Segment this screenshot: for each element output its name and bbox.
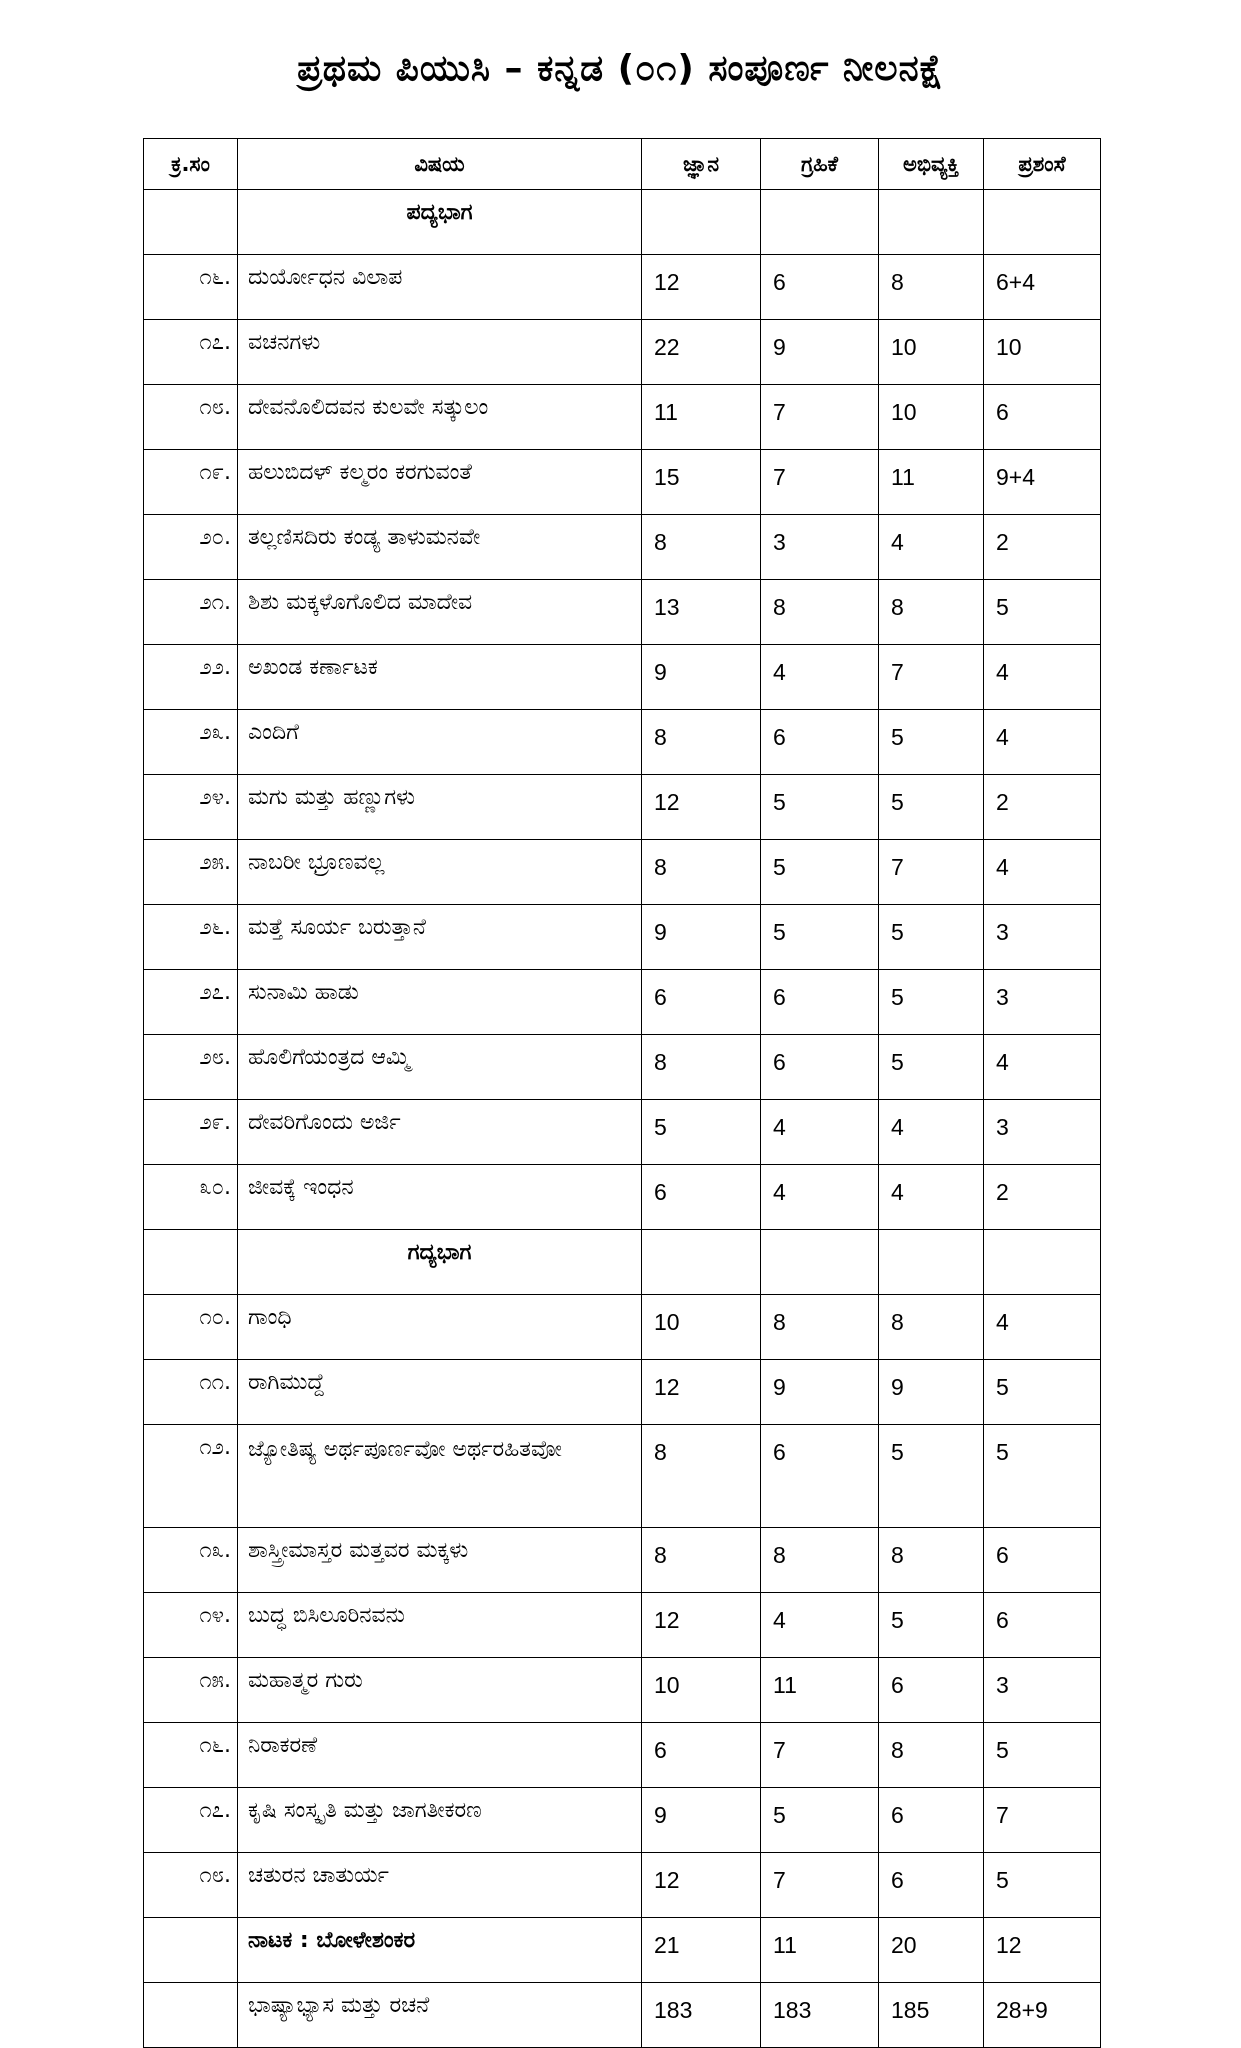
serial-cell bbox=[144, 1918, 238, 1983]
expression-cell: 4 bbox=[879, 515, 984, 580]
understanding-cell bbox=[761, 190, 879, 255]
appreciation-cell: 4 bbox=[984, 645, 1101, 710]
expression-cell: 5 bbox=[879, 905, 984, 970]
table-row bbox=[144, 1853, 1101, 1918]
table-row bbox=[144, 1983, 1101, 2048]
appreciation-cell: 3 bbox=[984, 970, 1101, 1035]
serial-cell: ೧೬. bbox=[144, 255, 238, 320]
knowledge-cell: 12 bbox=[642, 255, 761, 320]
knowledge-cell: 11 bbox=[642, 385, 761, 450]
knowledge-cell: 9 bbox=[642, 905, 761, 970]
knowledge-cell: 8 bbox=[642, 1035, 761, 1100]
table-row bbox=[144, 515, 1101, 580]
expression-cell: 7 bbox=[879, 840, 984, 905]
understanding-cell: 9 bbox=[761, 1360, 879, 1425]
expression-cell: 5 bbox=[879, 970, 984, 1035]
serial-cell: ೨೧. bbox=[144, 580, 238, 645]
topic-cell: ಗಾಂಧಿ bbox=[238, 1295, 642, 1360]
topic-cell: ಶಿಶು ಮಕ್ಕಳೊಗೊಲಿದ ಮಾದೇವ bbox=[238, 580, 642, 645]
serial-cell: ೨೪. bbox=[144, 775, 238, 840]
appreciation-cell: 4 bbox=[984, 840, 1101, 905]
understanding-cell: 7 bbox=[761, 1853, 879, 1918]
appreciation-cell: 4 bbox=[984, 710, 1101, 775]
section-row bbox=[144, 1230, 1101, 1295]
table-body bbox=[144, 190, 1101, 2048]
serial-cell: ೧೬. bbox=[144, 1723, 238, 1788]
table-row bbox=[144, 1295, 1101, 1360]
knowledge-cell: 15 bbox=[642, 450, 761, 515]
table-row bbox=[144, 905, 1101, 970]
understanding-cell: 11 bbox=[761, 1658, 879, 1723]
understanding-cell: 7 bbox=[761, 450, 879, 515]
appreciation-cell: 12 bbox=[984, 1918, 1101, 1983]
expression-cell: 8 bbox=[879, 1295, 984, 1360]
expression-cell: 6 bbox=[879, 1658, 984, 1723]
serial-cell: ೨೫. bbox=[144, 840, 238, 905]
topic-cell: ದುರ್ಯೋಧನ ವಿಲಾಪ bbox=[238, 255, 642, 320]
topic-cell: ನಿರಾಕರಣೆ bbox=[238, 1723, 642, 1788]
expression-cell: 5 bbox=[879, 775, 984, 840]
understanding-cell: 11 bbox=[761, 1918, 879, 1983]
table-row bbox=[144, 1593, 1101, 1658]
expression-cell: 9 bbox=[879, 1360, 984, 1425]
topic-cell: ಮಹಾತ್ಮರ ಗುರು bbox=[238, 1658, 642, 1723]
expression-cell: 10 bbox=[879, 320, 984, 385]
knowledge-cell: 6 bbox=[642, 970, 761, 1035]
knowledge-cell: 12 bbox=[642, 1853, 761, 1918]
topic-cell: ಹಲುಬಿದಳ್ ಕಲ್ಮರಂ ಕರಗುವಂತೆ bbox=[238, 450, 642, 515]
expression-cell: 8 bbox=[879, 1723, 984, 1788]
topic-cell: ಕೃಷಿ ಸಂಸ್ಕೃತಿ ಮತ್ತು ಜಾಗತೀಕರಣ bbox=[238, 1788, 642, 1853]
appreciation-cell: 5 bbox=[984, 580, 1101, 645]
topic-cell: ಬುದ್ಧ ಬಿಸಿಲೂರಿನವನು bbox=[238, 1593, 642, 1658]
header-knowledge: ಜ್ಞಾನ bbox=[642, 139, 761, 190]
appreciation-cell: 3 bbox=[984, 1658, 1101, 1723]
serial-cell: ೨೬. bbox=[144, 905, 238, 970]
topic-cell: ಸುನಾಮಿ ಹಾಡು bbox=[238, 970, 642, 1035]
understanding-cell: 6 bbox=[761, 710, 879, 775]
topic-cell: ಭಾಷ್ಯಾಭ್ಯಾಸ ಮತ್ತು ರಚನೆ bbox=[238, 1983, 642, 2048]
header-understanding: ಗ್ರಹಿಕೆ bbox=[761, 139, 879, 190]
understanding-cell: 6 bbox=[761, 255, 879, 320]
understanding-cell: 8 bbox=[761, 580, 879, 645]
table-row bbox=[144, 1788, 1101, 1853]
knowledge-cell: 9 bbox=[642, 645, 761, 710]
table-row bbox=[144, 970, 1101, 1035]
knowledge-cell: 6 bbox=[642, 1165, 761, 1230]
appreciation-cell: 7 bbox=[984, 1788, 1101, 1853]
table-row bbox=[144, 775, 1101, 840]
table-row bbox=[144, 580, 1101, 645]
understanding-cell: 6 bbox=[761, 1425, 879, 1528]
expression-cell: 5 bbox=[879, 710, 984, 775]
knowledge-cell: 5 bbox=[642, 1100, 761, 1165]
expression-cell: 11 bbox=[879, 450, 984, 515]
knowledge-cell: 8 bbox=[642, 840, 761, 905]
understanding-cell: 7 bbox=[761, 385, 879, 450]
appreciation-cell: 4 bbox=[984, 1295, 1101, 1360]
serial-cell: ೧೮. bbox=[144, 1853, 238, 1918]
expression-cell: 6 bbox=[879, 1788, 984, 1853]
table-row bbox=[144, 710, 1101, 775]
header-appreciation: ಪ್ರಶಂಸೆ bbox=[984, 139, 1101, 190]
understanding-cell: 5 bbox=[761, 840, 879, 905]
knowledge-cell: 22 bbox=[642, 320, 761, 385]
expression-cell: 10 bbox=[879, 385, 984, 450]
appreciation-cell: 6 bbox=[984, 385, 1101, 450]
expression-cell: 4 bbox=[879, 1100, 984, 1165]
serial-cell: ೧೭. bbox=[144, 1788, 238, 1853]
serial-cell: ೧೯. bbox=[144, 450, 238, 515]
understanding-cell: 6 bbox=[761, 1035, 879, 1100]
expression-cell bbox=[879, 1230, 984, 1295]
table-row bbox=[144, 255, 1101, 320]
knowledge-cell: 21 bbox=[642, 1918, 761, 1983]
knowledge-cell: 8 bbox=[642, 515, 761, 580]
table-row bbox=[144, 1360, 1101, 1425]
serial-cell: ೧೦. bbox=[144, 1295, 238, 1360]
knowledge-cell: 6 bbox=[642, 1723, 761, 1788]
serial-cell bbox=[144, 1230, 238, 1295]
understanding-cell bbox=[761, 1230, 879, 1295]
appreciation-cell: 2 bbox=[984, 1165, 1101, 1230]
knowledge-cell: 12 bbox=[642, 775, 761, 840]
expression-cell: 7 bbox=[879, 645, 984, 710]
appreciation-cell: 6+4 bbox=[984, 255, 1101, 320]
table-row bbox=[144, 1918, 1101, 1983]
topic-cell: ತಲ್ಲಣಿಸದಿರು ಕಂಡ್ಯ ತಾಳುಮನವೇ bbox=[238, 515, 642, 580]
table-header-row bbox=[144, 139, 1101, 190]
serial-cell: ೧೮. bbox=[144, 385, 238, 450]
topic-cell: ಗದ್ಯಭಾಗ bbox=[238, 1230, 642, 1295]
knowledge-cell: 12 bbox=[642, 1593, 761, 1658]
knowledge-cell: 10 bbox=[642, 1658, 761, 1723]
expression-cell: 185 bbox=[879, 1983, 984, 2048]
header-topic: ವಿಷಯ bbox=[238, 139, 642, 190]
table-row bbox=[144, 1035, 1101, 1100]
understanding-cell: 4 bbox=[761, 1100, 879, 1165]
expression-cell: 5 bbox=[879, 1593, 984, 1658]
serial-cell: ೨೦. bbox=[144, 515, 238, 580]
table-row bbox=[144, 840, 1101, 905]
serial-cell: ೨೯. bbox=[144, 1100, 238, 1165]
table-row bbox=[144, 645, 1101, 710]
understanding-cell: 4 bbox=[761, 1165, 879, 1230]
expression-cell: 8 bbox=[879, 580, 984, 645]
knowledge-cell: 8 bbox=[642, 1425, 761, 1528]
understanding-cell: 8 bbox=[761, 1295, 879, 1360]
appreciation-cell bbox=[984, 1230, 1101, 1295]
table-row bbox=[144, 1723, 1101, 1788]
knowledge-cell: 183 bbox=[642, 1983, 761, 2048]
understanding-cell: 6 bbox=[761, 970, 879, 1035]
appreciation-cell: 5 bbox=[984, 1853, 1101, 1918]
appreciation-cell: 6 bbox=[984, 1528, 1101, 1593]
serial-cell bbox=[144, 1983, 238, 2048]
understanding-cell: 5 bbox=[761, 1788, 879, 1853]
expression-cell: 4 bbox=[879, 1165, 984, 1230]
knowledge-cell: 10 bbox=[642, 1295, 761, 1360]
topic-cell: ನಾಬರೀ ಭ್ರೂಣವಲ್ಲ bbox=[238, 840, 642, 905]
topic-cell: ಜ್ಯೋತಿಷ್ಯ ಅರ್ಥಪೂರ್ಣವೋ ಅರ್ಥರಹಿತವೋ bbox=[238, 1425, 642, 1528]
understanding-cell: 8 bbox=[761, 1528, 879, 1593]
header-expression: ಅಭಿವ್ಯಕ್ತಿ bbox=[879, 139, 984, 190]
understanding-cell: 4 bbox=[761, 645, 879, 710]
table-row bbox=[144, 1528, 1101, 1593]
table-row bbox=[144, 320, 1101, 385]
serial-cell bbox=[144, 190, 238, 255]
header-serial: ಕ್ರ.ಸಂ bbox=[144, 139, 238, 190]
appreciation-cell: 5 bbox=[984, 1723, 1101, 1788]
serial-cell: ೨೭. bbox=[144, 970, 238, 1035]
serial-cell: ೨೨. bbox=[144, 645, 238, 710]
expression-cell: 20 bbox=[879, 1918, 984, 1983]
understanding-cell: 9 bbox=[761, 320, 879, 385]
table-row bbox=[144, 385, 1101, 450]
appreciation-cell bbox=[984, 190, 1101, 255]
topic-cell: ಅಖಂಡ ಕರ್ಣಾಟಕ bbox=[238, 645, 642, 710]
serial-cell: ೧೫. bbox=[144, 1658, 238, 1723]
appreciation-cell: 6 bbox=[984, 1593, 1101, 1658]
knowledge-cell: 12 bbox=[642, 1360, 761, 1425]
section-row bbox=[144, 190, 1101, 255]
understanding-cell: 5 bbox=[761, 775, 879, 840]
serial-cell: ೧೧. bbox=[144, 1360, 238, 1425]
knowledge-cell: 8 bbox=[642, 710, 761, 775]
topic-cell: ಹೊಲಿಗೆಯಂತ್ರದ ಆಮ್ಮಿ bbox=[238, 1035, 642, 1100]
appreciation-cell: 28+9 bbox=[984, 1983, 1101, 2048]
appreciation-cell: 3 bbox=[984, 1100, 1101, 1165]
serial-cell: ೧೭. bbox=[144, 320, 238, 385]
understanding-cell: 3 bbox=[761, 515, 879, 580]
knowledge-cell: 8 bbox=[642, 1528, 761, 1593]
topic-cell: ದೇವನೊಲಿದವನ ಕುಲವೇ ಸತ್ಕುಲಂ bbox=[238, 385, 642, 450]
expression-cell: 5 bbox=[879, 1425, 984, 1528]
topic-cell: ಜೀವಕ್ಕೆ ಇಂಧನ bbox=[238, 1165, 642, 1230]
knowledge-cell: 13 bbox=[642, 580, 761, 645]
serial-cell: ೧೩. bbox=[144, 1528, 238, 1593]
appreciation-cell: 5 bbox=[984, 1425, 1101, 1528]
page-title: ಪ್ರಥಮ ಪಿಯುಸಿ – ಕನ್ನಡ (೦೧) ಸಂಪೂರ್ಣ ನೀಲನಕ್ಷೆ bbox=[297, 48, 944, 89]
blueprint-table bbox=[143, 138, 1101, 2048]
expression-cell: 8 bbox=[879, 1528, 984, 1593]
table-row bbox=[144, 450, 1101, 515]
appreciation-cell: 4 bbox=[984, 1035, 1101, 1100]
expression-cell: 5 bbox=[879, 1035, 984, 1100]
understanding-cell: 4 bbox=[761, 1593, 879, 1658]
table-row bbox=[144, 1165, 1101, 1230]
expression-cell: 8 bbox=[879, 255, 984, 320]
understanding-cell: 5 bbox=[761, 905, 879, 970]
expression-cell bbox=[879, 190, 984, 255]
understanding-cell: 183 bbox=[761, 1983, 879, 2048]
topic-cell: ನಾಟಕ : ಬೋಳೇಶಂಕರ bbox=[238, 1918, 642, 1983]
topic-cell: ಶಾಸ್ತ್ರೀಮಾಸ್ತರ ಮತ್ತವರ ಮಕ್ಕಳು bbox=[238, 1528, 642, 1593]
serial-cell: ೨೮. bbox=[144, 1035, 238, 1100]
topic-cell: ಮಗು ಮತ್ತು ಹಣ್ಣುಗಳು bbox=[238, 775, 642, 840]
topic-cell: ಎಂದಿಗೆ bbox=[238, 710, 642, 775]
appreciation-cell: 2 bbox=[984, 515, 1101, 580]
appreciation-cell: 9+4 bbox=[984, 450, 1101, 515]
topic-cell: ಮತ್ತೆ ಸೂರ್ಯ ಬರುತ್ತಾನೆ bbox=[238, 905, 642, 970]
table-row bbox=[144, 1100, 1101, 1165]
topic-cell: ಪದ್ಯಭಾಗ bbox=[238, 190, 642, 255]
serial-cell: ೩೦. bbox=[144, 1165, 238, 1230]
topic-cell: ವಚನಗಳು bbox=[238, 320, 642, 385]
appreciation-cell: 3 bbox=[984, 905, 1101, 970]
table-row bbox=[144, 1425, 1101, 1528]
appreciation-cell: 2 bbox=[984, 775, 1101, 840]
knowledge-cell bbox=[642, 1230, 761, 1295]
topic-cell: ದೇವರಿಗೊಂದು ಅರ್ಜಿ bbox=[238, 1100, 642, 1165]
appreciation-cell: 10 bbox=[984, 320, 1101, 385]
serial-cell: ೧೪. bbox=[144, 1593, 238, 1658]
expression-cell: 6 bbox=[879, 1853, 984, 1918]
serial-cell: ೧೨. bbox=[144, 1425, 238, 1528]
serial-cell: ೨೩. bbox=[144, 710, 238, 775]
topic-cell: ಚತುರನ ಚಾತುರ್ಯ bbox=[238, 1853, 642, 1918]
appreciation-cell: 5 bbox=[984, 1360, 1101, 1425]
knowledge-cell: 9 bbox=[642, 1788, 761, 1853]
table-row bbox=[144, 1658, 1101, 1723]
topic-cell: ರಾಗಿಮುದ್ದೆ bbox=[238, 1360, 642, 1425]
understanding-cell: 7 bbox=[761, 1723, 879, 1788]
knowledge-cell bbox=[642, 190, 761, 255]
